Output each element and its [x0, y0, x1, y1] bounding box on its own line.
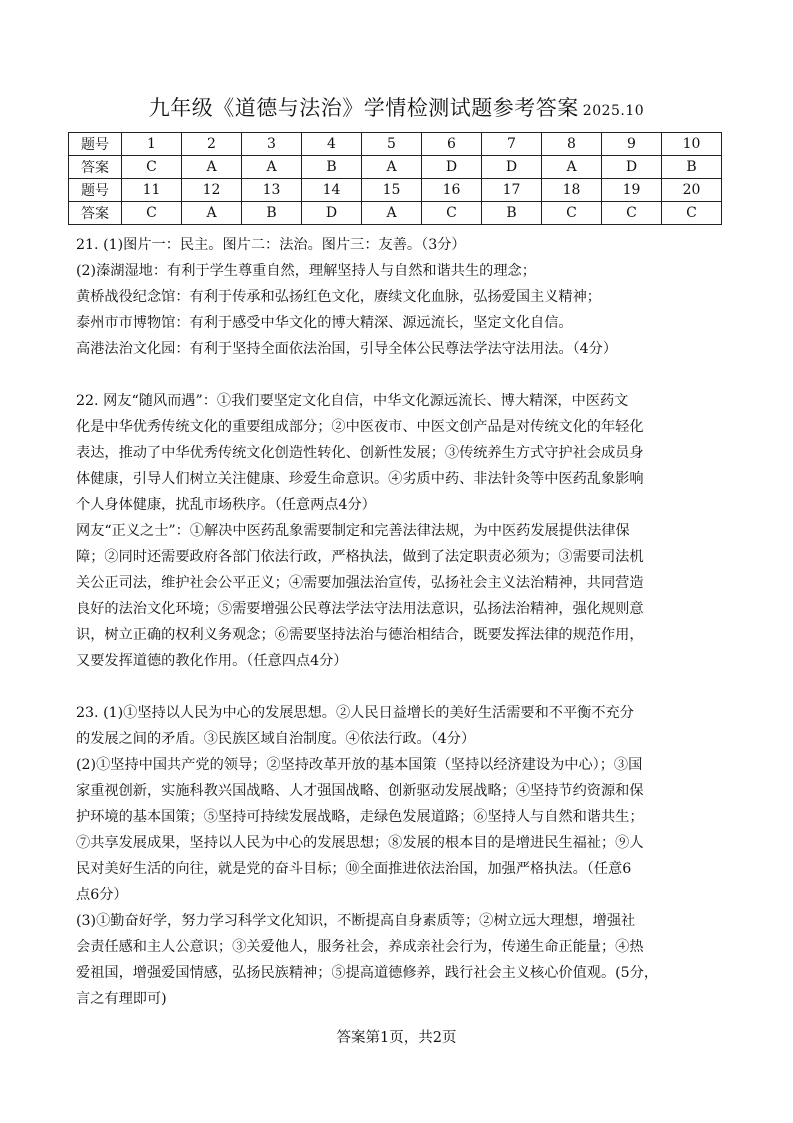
q23-line: 点6分） [76, 887, 128, 903]
answer-table [68, 132, 722, 225]
q22-line: 又要发挥道德的教化作用。（任意四点4分） [76, 653, 348, 669]
answer-table-cell: A [542, 156, 602, 179]
answer-table-cell: 17 [482, 179, 542, 202]
answer-table-row [69, 156, 722, 179]
answer-table-cell: B [662, 156, 722, 179]
answer-table-cell: 8 [542, 133, 602, 156]
q23-line: 爱祖国，增强爱国情感，弘扬民族精神；⑤提高道德修养，践行社会主义核心价值观。(5分， [76, 965, 659, 981]
answer-table-cell: 14 [302, 179, 362, 202]
question-21-block [76, 232, 726, 362]
q22-line: 表达，推动了中华优秀传统文化创造性转化、创新性发展；③传统养生方式守护社会成员身 [76, 445, 644, 461]
answer-table-cell: B [302, 156, 362, 179]
answer-table-row-header: 题号 [69, 133, 122, 156]
q22-line: 22. 网友“随风而遇”：①我们要坚定文化自信，中华文化源远流长、博大精深，中医药文 [76, 393, 629, 409]
q23-line: ⑦共享发展成果，坚持以人民为中心的发展思想；⑧发展的根本目的是增进民生福祉；⑨人 [76, 835, 644, 851]
q22-line: 关公正司法，维护社会公平正义；④需要加强法治宣传，弘扬社会主义法治精神，共同营造 [76, 575, 644, 591]
answer-table-cell: 19 [602, 179, 662, 202]
answer-table-cell: A [182, 156, 242, 179]
answer-table-cell: C [422, 202, 482, 225]
q21-line: (2)溱湖湿地：有利于学生尊重自然，理解坚持人与自然和谐共生的理念； [76, 263, 536, 279]
answer-table-cell: 11 [122, 179, 182, 202]
q23-line: 23. (1)①坚持以人民为中心的发展思想。②人民日益增长的美好生活需要和不平衡不充分 [76, 705, 634, 721]
answer-table-row [69, 179, 722, 202]
q21-line: 黄桥战役纪念馆：有利于传承和弘扬红色文化，赓续文化血脉，弘扬爱国主义精神； [76, 289, 601, 305]
answer-table-row-header: 题号 [69, 179, 122, 202]
title-text: 九年级《道德与法治》学情检测试题参考答案 [148, 96, 579, 120]
answer-table-cell: 15 [362, 179, 422, 202]
answer-table-cell: 13 [242, 179, 302, 202]
answer-table-cell: 20 [662, 179, 722, 202]
answer-table-cell: C [602, 202, 662, 225]
answer-table-cell: C [122, 202, 182, 225]
answer-table-cell: 3 [242, 133, 302, 156]
answer-table-cell: A [182, 202, 242, 225]
page-footer: 答案第1页，共2页 [336, 1030, 457, 1046]
answer-table-cell: C [122, 156, 182, 179]
answer-table-cell: C [542, 202, 602, 225]
answer-table-cell: 1 [122, 133, 182, 156]
answer-table-row-header: 答案 [69, 156, 122, 179]
q23-line: 的发展之间的矛盾。③民族区域自治制度。④依法行政。（4分） [76, 731, 476, 747]
spacer [76, 674, 726, 700]
answer-table-cell: 10 [662, 133, 722, 156]
q23-line: 言之有理即可) [76, 991, 167, 1007]
q21-line: 高港法治文化园：有利于坚持全面依法治国，引导全体公民尊法学法守法用法。（4分） [76, 341, 618, 357]
title-date: 2025.10 [582, 103, 645, 119]
q23-line: 民对美好生活的向往，就是党的奋斗目标；⑩全面推进依法治国，加强严格执法。（任意6 [76, 861, 632, 877]
answer-table-cell: 16 [422, 179, 482, 202]
answer-table-cell: 9 [602, 133, 662, 156]
q23-line: 家重视创新，实施科教兴国战略、人才强国战略、创新驱动发展战略；④坚持节约资源和保 [76, 783, 644, 799]
q21-line: 21. (1)图片一：民主。图片二：法治。图片三：友善。（3分） [76, 237, 466, 253]
answer-table-cell: A [362, 156, 422, 179]
q23-line: 会责任感和主人公意识；③关爱他人，服务社会，养成亲社会行为，传递生命正能量；④热 [76, 939, 644, 955]
q22-line: 良好的法治文化环境；⑤需要增强公民尊法学法守法用法意识，弘扬法治精神，强化规则意 [76, 601, 644, 617]
answer-table-cell: 6 [422, 133, 482, 156]
page-title [0, 92, 793, 122]
answer-content [76, 232, 726, 1012]
q22-line: 个人身体健康，扰乱市场秩序。（任意两点4分） [76, 497, 376, 513]
answer-table-cell: 2 [182, 133, 242, 156]
answer-table-cell: B [242, 202, 302, 225]
answer-table-cell: D [302, 202, 362, 225]
q22-line: 识，树立正确的权利义务观念；⑥需要坚持法治与德治相结合，既要发挥法律的规范作用， [76, 627, 644, 643]
answer-table-cell: 7 [482, 133, 542, 156]
q22-line: 化是中华优秀传统文化的重要组成部分；②中医夜市、中医文创产品是对传统文化的年轻化 [76, 419, 644, 435]
answer-table-row [69, 133, 722, 156]
spacer [76, 362, 726, 388]
question-22-block [76, 388, 726, 674]
answer-table-cell: 5 [362, 133, 422, 156]
answer-table-cell: C [662, 202, 722, 225]
answer-table-row-header: 答案 [69, 202, 122, 225]
answer-table-cell: D [422, 156, 482, 179]
answer-table-cell: A [362, 202, 422, 225]
question-23-block [76, 700, 726, 1012]
q22-line: 网友“正义之士”：①解决中医药乱象需要制定和完善法律法规，为中医药发展提供法律保 [76, 523, 630, 539]
answer-table-cell: D [482, 156, 542, 179]
q23-line: (3)①勤奋好学，努力学习科学文化知识，不断提高自身素质等；②树立远大理想，增强社 [76, 913, 636, 929]
answer-table-row [69, 202, 722, 225]
answer-table-cell: 12 [182, 179, 242, 202]
q22-line: 体健康，引导人们树立关注健康、珍爱生命意识。④劣质中药、非法针灸等中医药乱象影响 [76, 471, 644, 487]
answer-table-cell: A [242, 156, 302, 179]
q21-line: 泰州市市博物馆：有利于感受中华文化的博大精深、源远流长，坚定文化自信。 [76, 315, 573, 331]
q23-line: (2)①坚持中国共产党的领导；②坚持改革开放的基本国策（坚持以经济建设为中心）；③国 [76, 757, 643, 773]
q23-line: 护环境的基本国策；⑤坚持可持续发展战略，走绿色发展道路；⑥坚持人与自然和谐共生； [76, 809, 644, 825]
answer-table-cell: 18 [542, 179, 602, 202]
answer-table-cell: B [482, 202, 542, 225]
q22-line: 障；②同时还需要政府各部门依法行政，严格执法，做到了法定职责必须为；③需要司法机 [76, 549, 644, 565]
answer-table-cell: D [602, 156, 662, 179]
answer-table-cell: 4 [302, 133, 362, 156]
